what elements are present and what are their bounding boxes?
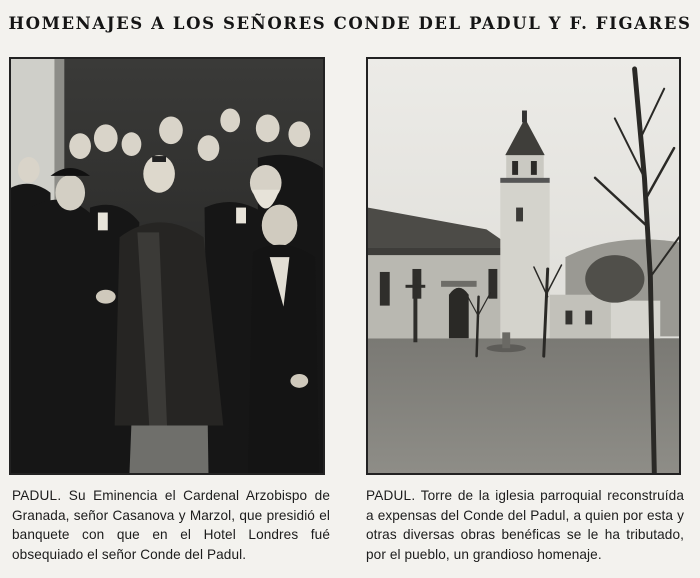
caption-left-text: Su Eminencia el Cardenal Arzobispo de Granada, señor Casanova y Marzol, que presidió el banquete con que en el Hotel Londres fué obsequiado el señor Conde del Padul. xyxy=(12,488,330,562)
photo-cardinal-group xyxy=(9,57,325,475)
photo-church-tower xyxy=(366,57,681,475)
page-headline: HOMENAJES A LOS SEÑORES CONDE DEL PADUL Y F. FIGARES xyxy=(8,14,692,33)
caption-right-text: Torre de la iglesia parroquial reconstruída a expensas del Conde del Padul, a quien por esta y otras diversas obras benéficas se le ha tributado, por el pueblo, un grandioso homenaje. xyxy=(366,488,684,562)
caption-right-place: PADUL. xyxy=(366,488,416,503)
caption-right xyxy=(366,486,684,574)
caption-left xyxy=(12,486,330,574)
caption-left-place: PADUL. xyxy=(12,488,62,503)
